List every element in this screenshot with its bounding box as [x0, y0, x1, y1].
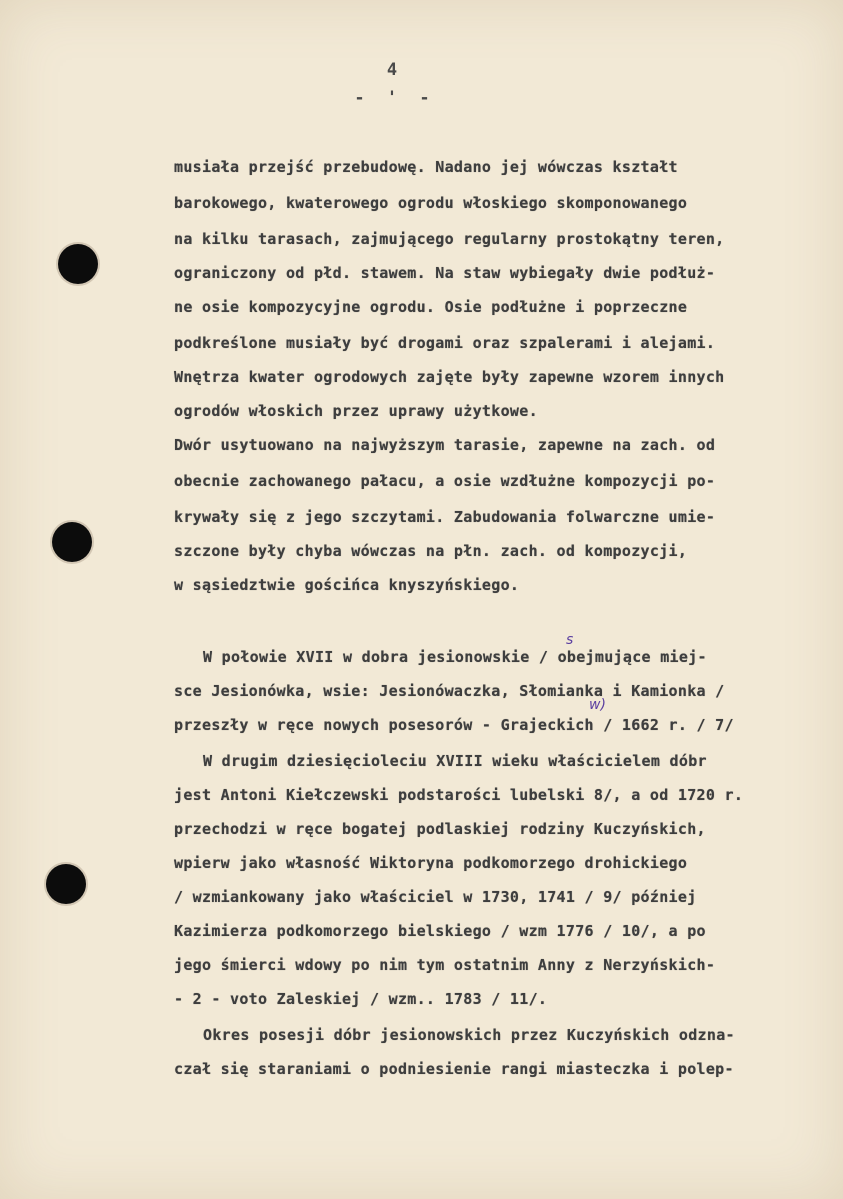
- text-line: Dwór usytuowano na najwyższym tarasie, zapewne na zach. od: [174, 436, 716, 454]
- text-line: - 2 - voto Zaleskiej / wzm.. 1783 / 11/.: [174, 990, 548, 1008]
- text-line: w sąsiedztwie gościńca knyszyńskiego.: [174, 576, 520, 594]
- text-line: szczone były chyba wówczas na płn. zach. od kompozycji,: [174, 542, 688, 560]
- page-number-dashes: - ' -: [354, 88, 436, 108]
- text-line: krywały się z jego szczytami. Zabudowania folwarczne umie-: [174, 508, 716, 526]
- punch-hole: [46, 864, 86, 904]
- text-line: wpierw jako własność Wiktoryna podkomorzego drohickiego: [174, 854, 688, 872]
- handwritten-correction: s: [566, 632, 574, 648]
- text-line: jest Antoni Kiełczewski podstarości lubelski 8/, a od 1720 r.: [174, 786, 744, 804]
- text-line: przechodzi w ręce bogatej podlaskiej rodziny Kuczyńskich,: [174, 820, 706, 838]
- punch-hole: [58, 244, 98, 284]
- punch-hole: [52, 522, 92, 562]
- text-line: W drugim dziesięcioleciu XVIII wieku właścicielem dóbr: [203, 752, 707, 770]
- text-line: obecnie zachowanego pałacu, a osie wzdłużne kompozycji po-: [174, 472, 716, 490]
- page-number-value: 4: [386, 60, 404, 80]
- text-line: barokowego, kwaterowego ogrodu włoskiego skomponowanego: [174, 194, 688, 212]
- text-line: jego śmierci wdowy po nim tym ostatnim Anny z Nerzyńskich-: [174, 956, 716, 974]
- text-line: ograniczony od płd. stawem. Na staw wybiegały dwie podłuż-: [174, 264, 716, 282]
- text-line: Okres posesji dóbr jesionowskich przez Kuczyńskich odzna-: [203, 1026, 735, 1044]
- text-line: sce Jesionówka, wsie: Jesionówaczka, Słomianka i Kamionka /: [174, 682, 725, 700]
- text-line: na kilku tarasach, zajmującego regularny prostokątny teren,: [174, 230, 725, 248]
- text-line: podkreślone musiały być drogami oraz szpalerami i alejami.: [174, 334, 716, 352]
- text-line: przeszły w ręce nowych posesorów - Grajeckich / 1662 r. / 7/: [174, 716, 734, 734]
- text-line: Wnętrza kwater ogrodowych zajęte były zapewne wzorem innych: [174, 368, 725, 386]
- text-line: ogrodów włoskich przez uprawy użytkowe.: [174, 402, 538, 420]
- handwritten-correction: w): [589, 697, 606, 713]
- text-line: / wzmiankowany jako właściciel w 1730, 1741 / 9/ później: [174, 888, 697, 906]
- text-line: ne osie kompozycyjne ogrodu. Osie podłużne i poprzeczne: [174, 298, 688, 316]
- text-line: musiała przejść przebudowę. Nadano jej wówczas kształt: [174, 158, 678, 176]
- text-line: Kazimierza podkomorzego bielskiego / wzm 1776 / 10/, a po: [174, 922, 706, 940]
- text-line: W połowie XVII w dobra jesionowskie / obejmujące miej-: [203, 648, 707, 666]
- text-line: czał się staraniami o podniesienie rangi miasteczka i polep-: [174, 1060, 734, 1078]
